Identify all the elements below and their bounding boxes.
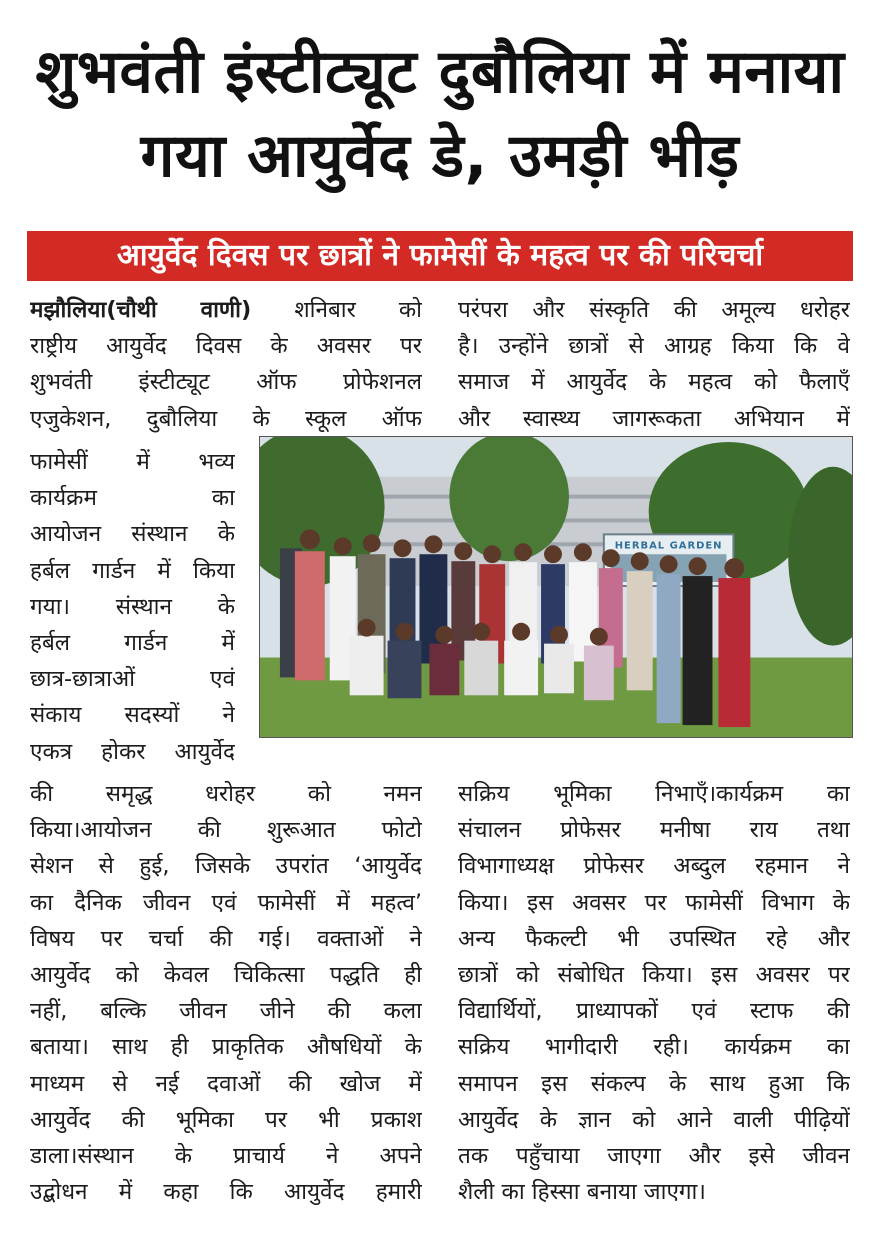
article-line: राष्ट्रीय आयुर्वेद दिवस के अवसर पर [30,333,422,360]
article-column-1-bottom [30,776,422,1210]
headline-line-1: शुभवंती इंस्टीट्यूट दुबौलिया में मनाया [35,37,845,107]
article-line: तक पहुँचाया जाएगा और इसे जीवन [458,1142,850,1169]
article-line: अन्य फैकल्टी भी उपस्थित रहे और [458,925,850,952]
article-column-1-wrap [30,444,235,770]
article-line: संकाय सदस्यों ने [30,702,235,729]
article-line: शैली का हिस्सा बनाया जाएगा। [458,1179,706,1206]
article-line: छात्रों को संबोधित किया। इस अवसर पर [458,961,850,988]
article-line: छात्र-छात्राओं एवं [30,666,235,693]
article-line: किया।आयोजन की शुरूआत फोटो [30,817,422,844]
article-line: सेशन से हुई, जिसके उपरांत ‘आयुर्वेद [30,853,422,880]
article-column-2-bottom [458,776,850,1210]
article-line: आयुर्वेद की भूमिका पर भी प्रकाश [30,1106,422,1133]
tree-center [449,437,569,561]
article-line: और स्वास्थ्य जागरूकता अभियान में [458,405,850,432]
article-line: शुभवंती इंस्टीट्यूट ऑफ प्रोफेशनल [30,369,422,396]
article-line: एजुकेशन, दुबौलिया के स्कूल ऑफ [30,405,422,432]
dateline: मझौलिया(चौथी वाणी) [30,297,252,323]
article-line: का दैनिक जीवन एवं फामेसीं में महत्व’ [30,889,422,916]
article-line: आयोजन संस्थान के [30,521,235,548]
article-line: कार्यक्रम का [30,485,235,512]
article-line [30,292,422,328]
article-line: सक्रिय भूमिका निभाएँ।कार्यक्रम का [458,781,850,807]
group-photo-illustration [260,437,852,737]
article-line: नहीं, बल्कि जीवन जीने की कला [30,998,422,1025]
headline-line-2: गया आयुर्वेद डे, उमड़ी भीड़ [140,121,740,191]
article-line: समापन इस संकल्प के साथ हुआ कि [458,1070,850,1097]
article-line: की समृद्ध धरोहर को नमन [30,781,422,807]
article-line: किया। इस अवसर पर फामेसीं विभाग के [458,889,850,916]
subheadline-banner: आयुर्वेद दिवस पर छात्रों ने फामेसीं के महत्व पर की परिचर्चा [27,231,853,281]
article-line-text: शनिबार को [294,297,422,323]
article-line: डाला।संस्थान के प्राचार्य ने अपने [30,1142,422,1169]
article-line: आयुर्वेद के ज्ञान को आने वाली पीढ़ियों [458,1106,850,1133]
article-line: संचालन प्रोफेसर मनीषा राय तथा [458,817,850,844]
article-line: हर्बल गार्डन में [30,629,235,656]
headline [20,30,860,198]
article-line: परंपरा और संस्कृति की अमूल्य धरोहर [458,297,850,323]
group-photo [259,436,853,738]
article-line: एकत्र होकर आयुर्वेद [30,738,235,765]
article-line: माध्यम से नई दवाओं की खोज में [30,1070,422,1097]
article-line: आयुर्वेद को केवल चिकित्सा पद्धति ही [30,961,422,988]
article-column-2-top [458,292,850,437]
article-line: हर्बल गार्डन में किया [30,557,235,584]
herbal-garden-sign-text: HERBAL GARDEN [614,540,723,552]
article-column-1-top [30,292,422,437]
article-line: फामेसीं में भव्य [30,449,235,475]
article-line: विभागाध्यक्ष प्रोफेसर अब्दुल रहमान ने [458,853,850,880]
article-line: है। उन्होंने छात्रों से आग्रह किया कि वे [458,333,850,360]
article-line: बताया। साथ ही प्राकृतिक औषधियों के [30,1034,422,1061]
article-line: विषय पर चर्चा की गई। वक्ताओं ने [30,925,422,952]
article-line: विद्यार्थियों, प्राध्यापकों एवं स्टाफ की [458,998,850,1025]
article-line: उद्बोधन में कहा कि आयुर्वेद हमारी [30,1179,422,1206]
article-line: गया। संस्थान के [30,593,235,620]
article-line: सक्रिय भागीदारी रही। कार्यक्रम का [458,1034,850,1061]
article-line: समाज में आयुर्वेद के महत्व को फैलाएँ [458,369,850,396]
